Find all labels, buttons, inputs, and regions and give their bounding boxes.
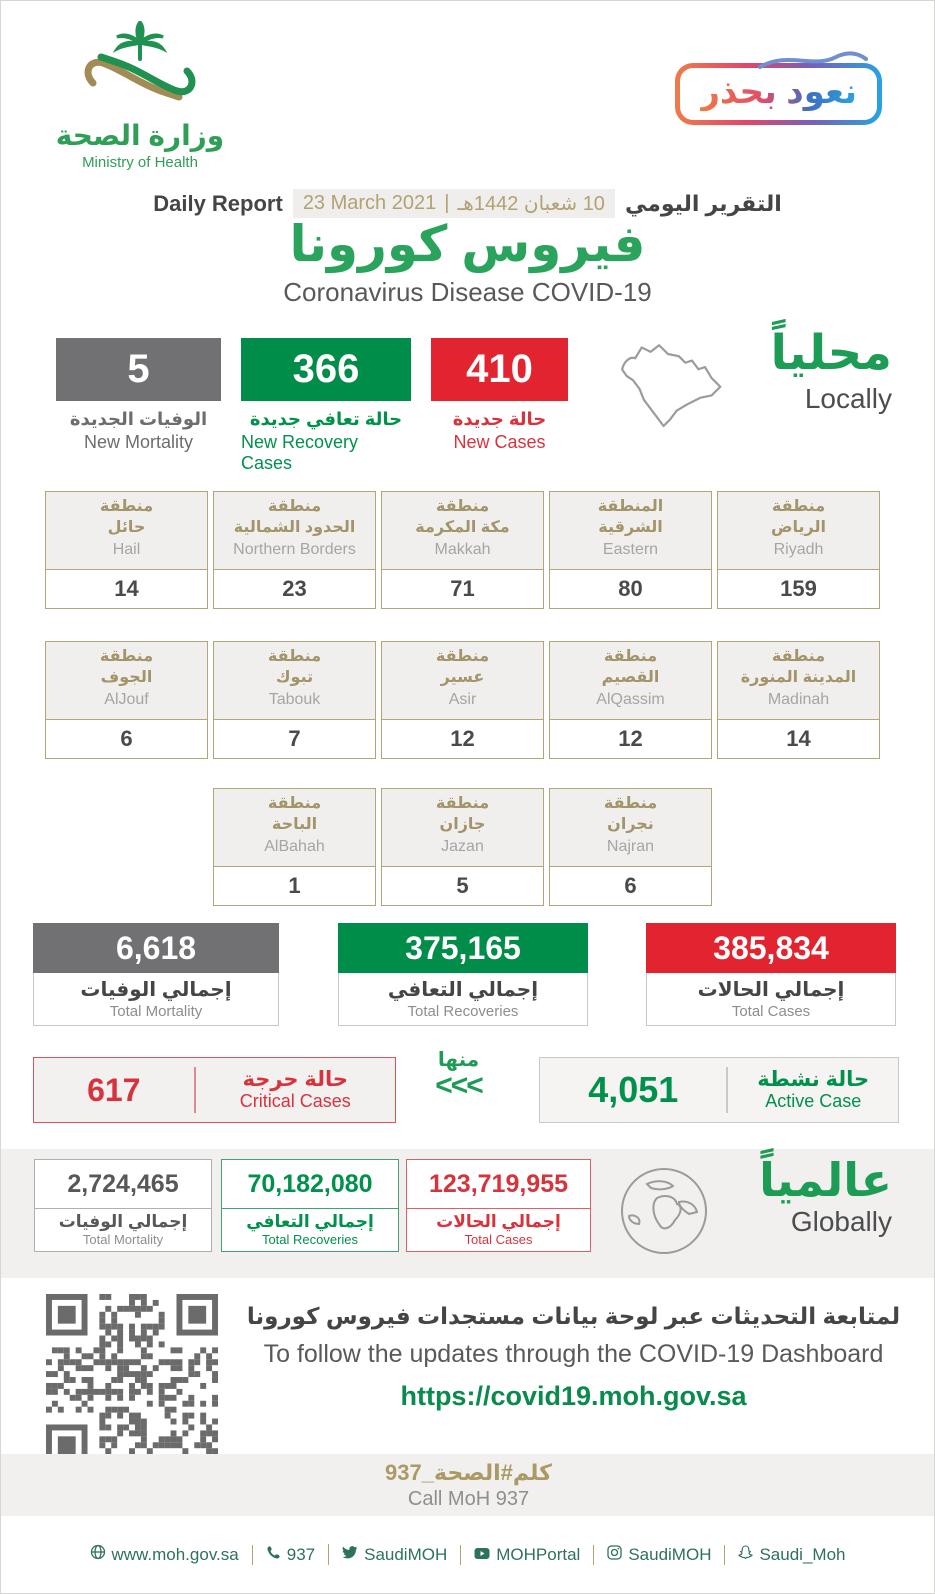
- twitter-icon: [342, 1544, 358, 1565]
- region-value: 5: [382, 866, 543, 905]
- region-en-name: Tabouk: [268, 690, 321, 708]
- region-ar-line2: الباحة: [271, 815, 318, 833]
- dashboard-url-link[interactable]: https://covid19.moh.gov.sa: [400, 1381, 747, 1411]
- phone-icon: [266, 1545, 281, 1565]
- region-en-name: Riyadh: [773, 540, 824, 558]
- global-cases-value: 123,719,955: [407, 1160, 590, 1209]
- total-mortality-value: 6,618: [33, 923, 279, 973]
- footer-website-link[interactable]: [77, 1544, 252, 1565]
- footer-website-text: www.moh.gov.sa: [111, 1544, 239, 1564]
- dashboard-text-ar: لمتابعة التحديثات عبر لوحة بيانات مستجدات فيروس كورونا: [246, 1303, 901, 1329]
- footer-twitter-link[interactable]: [328, 1544, 460, 1565]
- snapchat-icon: [738, 1545, 753, 1565]
- footer-snapchat-link[interactable]: [724, 1545, 858, 1565]
- footer-youtube-text: MOHPortal: [496, 1544, 581, 1564]
- region-ar-line2: جازان: [439, 815, 486, 833]
- region-value: 6: [550, 866, 711, 905]
- of-which-label: منها: [437, 1049, 480, 1071]
- return-with-caution-badge: [675, 63, 882, 125]
- globe-icon: [90, 1544, 106, 1565]
- locally-heading: [687, 329, 892, 415]
- region-ar-line1: منطقة: [267, 498, 322, 515]
- region-en-name: Jazan: [441, 837, 484, 855]
- total-recoveries: [338, 923, 588, 1026]
- region-box-hail: [45, 491, 208, 609]
- active-cases-value: 4,051: [588, 1069, 679, 1110]
- region-ar-line2: الجوف: [100, 668, 153, 686]
- region-value: 7: [214, 719, 375, 758]
- locally-english: Locally: [804, 383, 892, 415]
- locally-arabic: محلياً: [770, 327, 892, 380]
- page-title-english: Coronavirus Disease COVID-19: [283, 277, 652, 307]
- new-mortality-stat: [56, 338, 221, 453]
- region-ar-line1: منطقة: [771, 498, 826, 515]
- qr-code: [46, 1294, 218, 1466]
- new-recoveries-label-ar: حالة تعافي جديدة: [249, 409, 403, 429]
- region-value: 14: [46, 569, 207, 608]
- hijri-date: 10 شعبان 1442هـ: [457, 193, 605, 215]
- region-value: 1: [214, 866, 375, 905]
- logo-english-name: Ministry of Health: [82, 153, 198, 171]
- daily-report-label-en: Daily Report: [153, 190, 283, 216]
- total-cases-label-ar: إجمالي الحالات: [697, 978, 845, 1001]
- dashboard-info: [231, 1303, 916, 1412]
- region-ar-line1: منطقة: [99, 498, 154, 515]
- footer-snapchat-text: Saudi_Moh: [759, 1544, 846, 1564]
- region-en-name: AlJouf: [104, 690, 149, 708]
- call-moh-band: [1, 1454, 935, 1516]
- global-total-cases: [406, 1159, 591, 1252]
- region-ar-line1: منطقة: [267, 795, 322, 812]
- critical-cases-value: 617: [87, 1071, 141, 1108]
- total-mortality-label-ar: إجمالي الوفيات: [80, 978, 232, 1001]
- globally-english: Globally: [790, 1206, 892, 1238]
- region-ar-line1: منطقة: [603, 648, 658, 665]
- active-cases-label-en: Active Case: [765, 1091, 862, 1112]
- total-mortality-label-en: Total Mortality: [109, 1002, 203, 1020]
- footer-twitter-text: SaudiMOH: [364, 1544, 448, 1564]
- region-box-northern-borders: [213, 491, 376, 609]
- region-en-name: Asir: [448, 690, 477, 708]
- globally-heading: [687, 1156, 892, 1238]
- region-ar-line2: تبوك: [275, 668, 314, 686]
- global-mortality-label-en: Total Mortality: [82, 1232, 164, 1248]
- region-box-aljouf: [45, 641, 208, 759]
- call-moh-arabic: كلم#الصحة_937: [385, 1460, 552, 1485]
- global-total-mortality: [34, 1159, 212, 1252]
- region-ar-line2: القصيم: [601, 668, 660, 686]
- footer-instagram-text: SaudiMOH: [628, 1544, 712, 1564]
- dashboard-text-en: To follow the updates through the COVID-19 Dashboard: [263, 1340, 884, 1368]
- badge-text: نعود بحذر: [700, 73, 857, 111]
- region-en-name: Makkah: [434, 540, 491, 558]
- region-ar-line2: نجران: [607, 815, 654, 833]
- footer-instagram-link[interactable]: [593, 1545, 724, 1565]
- global-recoveries-label-en: Total Recoveries: [261, 1232, 359, 1248]
- new-mortality-label-en: New Mortality: [83, 432, 194, 452]
- region-box-albahah: [213, 788, 376, 906]
- region-ar-line2: مكة المكرمة: [415, 518, 510, 536]
- region-ar-line2: حائل: [107, 518, 146, 536]
- new-cases-stat: [431, 338, 568, 453]
- global-recoveries-value: 70,182,080: [222, 1160, 398, 1209]
- new-recoveries-value: 366: [241, 338, 411, 401]
- region-box-asir: [381, 641, 544, 759]
- critical-cases-label-en: Critical Cases: [239, 1091, 351, 1112]
- region-box-eastern: [549, 491, 712, 609]
- footer-phone-link[interactable]: [252, 1545, 328, 1565]
- critical-cases-label-ar: حالة حرجة: [242, 1067, 349, 1091]
- footer-youtube-link[interactable]: [460, 1545, 593, 1565]
- global-mortality-label-ar: إجمالي الوفيات: [58, 1211, 188, 1231]
- new-cases-value: 410: [431, 338, 568, 401]
- swoosh-icon: [758, 49, 868, 76]
- total-recoveries-value: 375,165: [338, 923, 588, 973]
- total-cases: [646, 923, 896, 1026]
- region-box-alqassim: [549, 641, 712, 759]
- region-en-name: Hail: [112, 540, 141, 558]
- total-recoveries-label-ar: إجمالي التعافي: [387, 978, 539, 1001]
- region-ar-line2: الرياض: [771, 518, 826, 536]
- region-en-name: AlBahah: [264, 837, 325, 855]
- region-en-name: Northern Borders: [233, 540, 356, 558]
- region-ar-line1: منطقة: [267, 648, 322, 665]
- active-cases-label-ar: حالة نشطة: [757, 1067, 870, 1091]
- region-ar-line1: منطقة: [435, 795, 490, 812]
- total-mortality: [33, 923, 279, 1026]
- region-box-riyadh: [717, 491, 880, 609]
- global-total-recoveries: [221, 1159, 399, 1252]
- report-dates: [293, 189, 615, 218]
- region-box-tabouk: [213, 641, 376, 759]
- instagram-icon: [607, 1545, 622, 1565]
- region-value: 159: [718, 569, 879, 608]
- gregorian-date: 23 March 2021: [302, 192, 437, 214]
- region-en-name: Madinah: [767, 690, 830, 708]
- region-en-name: Eastern: [602, 540, 659, 558]
- region-value: 71: [382, 569, 543, 608]
- daily-report-label-ar: التقرير اليومي: [624, 190, 782, 216]
- region-value: 12: [550, 719, 711, 758]
- region-ar-line2: المدينة المنورة: [740, 668, 857, 686]
- total-cases-label-en: Total Cases: [731, 1002, 811, 1020]
- total-recoveries-label-en: Total Recoveries: [407, 1002, 519, 1020]
- call-moh-english: Call MoH 937: [407, 1488, 530, 1510]
- region-ar-line1: منطقة: [435, 648, 490, 665]
- region-ar-line1: المنطقة: [597, 498, 664, 515]
- region-row-2: [45, 641, 892, 759]
- region-ar-line1: منطقة: [99, 648, 154, 665]
- region-box-najran: [549, 788, 712, 906]
- logo-arabic-name: وزارة الصحة: [55, 120, 225, 151]
- globally-arabic: عالمياً: [759, 1154, 892, 1206]
- footer-contacts: [1, 1544, 934, 1565]
- region-ar-line2: الحدود الشمالية: [233, 518, 356, 536]
- report-title-line: [1, 189, 934, 218]
- total-cases-value: 385,834: [646, 923, 896, 973]
- youtube-icon: [474, 1545, 490, 1565]
- moh-logo: [45, 21, 235, 171]
- region-box-madinah: [717, 641, 880, 759]
- region-value: 6: [46, 719, 207, 758]
- region-value: 14: [718, 719, 879, 758]
- moh-emblem-icon: [45, 21, 235, 121]
- region-ar-line1: منطقة: [603, 795, 658, 812]
- region-ar-line2: الشرقية: [598, 518, 663, 536]
- region-value: 80: [550, 569, 711, 608]
- region-ar-line1: منطقة: [771, 648, 826, 665]
- region-box-makkah: [381, 491, 544, 609]
- region-value: 23: [214, 569, 375, 608]
- region-box-jazan: [381, 788, 544, 906]
- critical-cases-box: [33, 1057, 396, 1123]
- new-cases-label-ar: حالة جديدة: [452, 409, 547, 429]
- footer-phone-text: 937: [286, 1544, 316, 1564]
- global-mortality-value: 2,724,465: [35, 1160, 211, 1209]
- region-ar-line1: منطقة: [435, 498, 490, 515]
- global-cases-label-ar: إجمالي الحالات: [436, 1211, 561, 1231]
- region-value: 12: [382, 719, 543, 758]
- region-en-name: Najran: [606, 837, 655, 855]
- region-ar-line2: عسير: [440, 668, 485, 686]
- region-en-name: AlQassim: [596, 690, 665, 708]
- region-row-1: [45, 491, 892, 609]
- region-row-3: [45, 788, 935, 906]
- active-cases-box: [539, 1057, 899, 1123]
- new-cases-label-en: New Cases: [453, 432, 546, 452]
- page-title-arabic: فيروس كورونا: [289, 216, 646, 272]
- new-recoveries-label-en: New Recovery Cases: [241, 432, 359, 473]
- new-mortality-label-ar: الوفيات الجديدة: [69, 409, 208, 429]
- of-which-indicator: [401, 1047, 516, 1102]
- date-separator: |: [444, 192, 450, 214]
- global-cases-label-en: Total Cases: [464, 1232, 533, 1248]
- new-recoveries-stat: [241, 338, 411, 474]
- left-arrows-icon: <<<: [435, 1069, 482, 1102]
- new-mortality-value: 5: [56, 338, 221, 401]
- global-recoveries-label-ar: إجمالي التعافي: [246, 1211, 374, 1231]
